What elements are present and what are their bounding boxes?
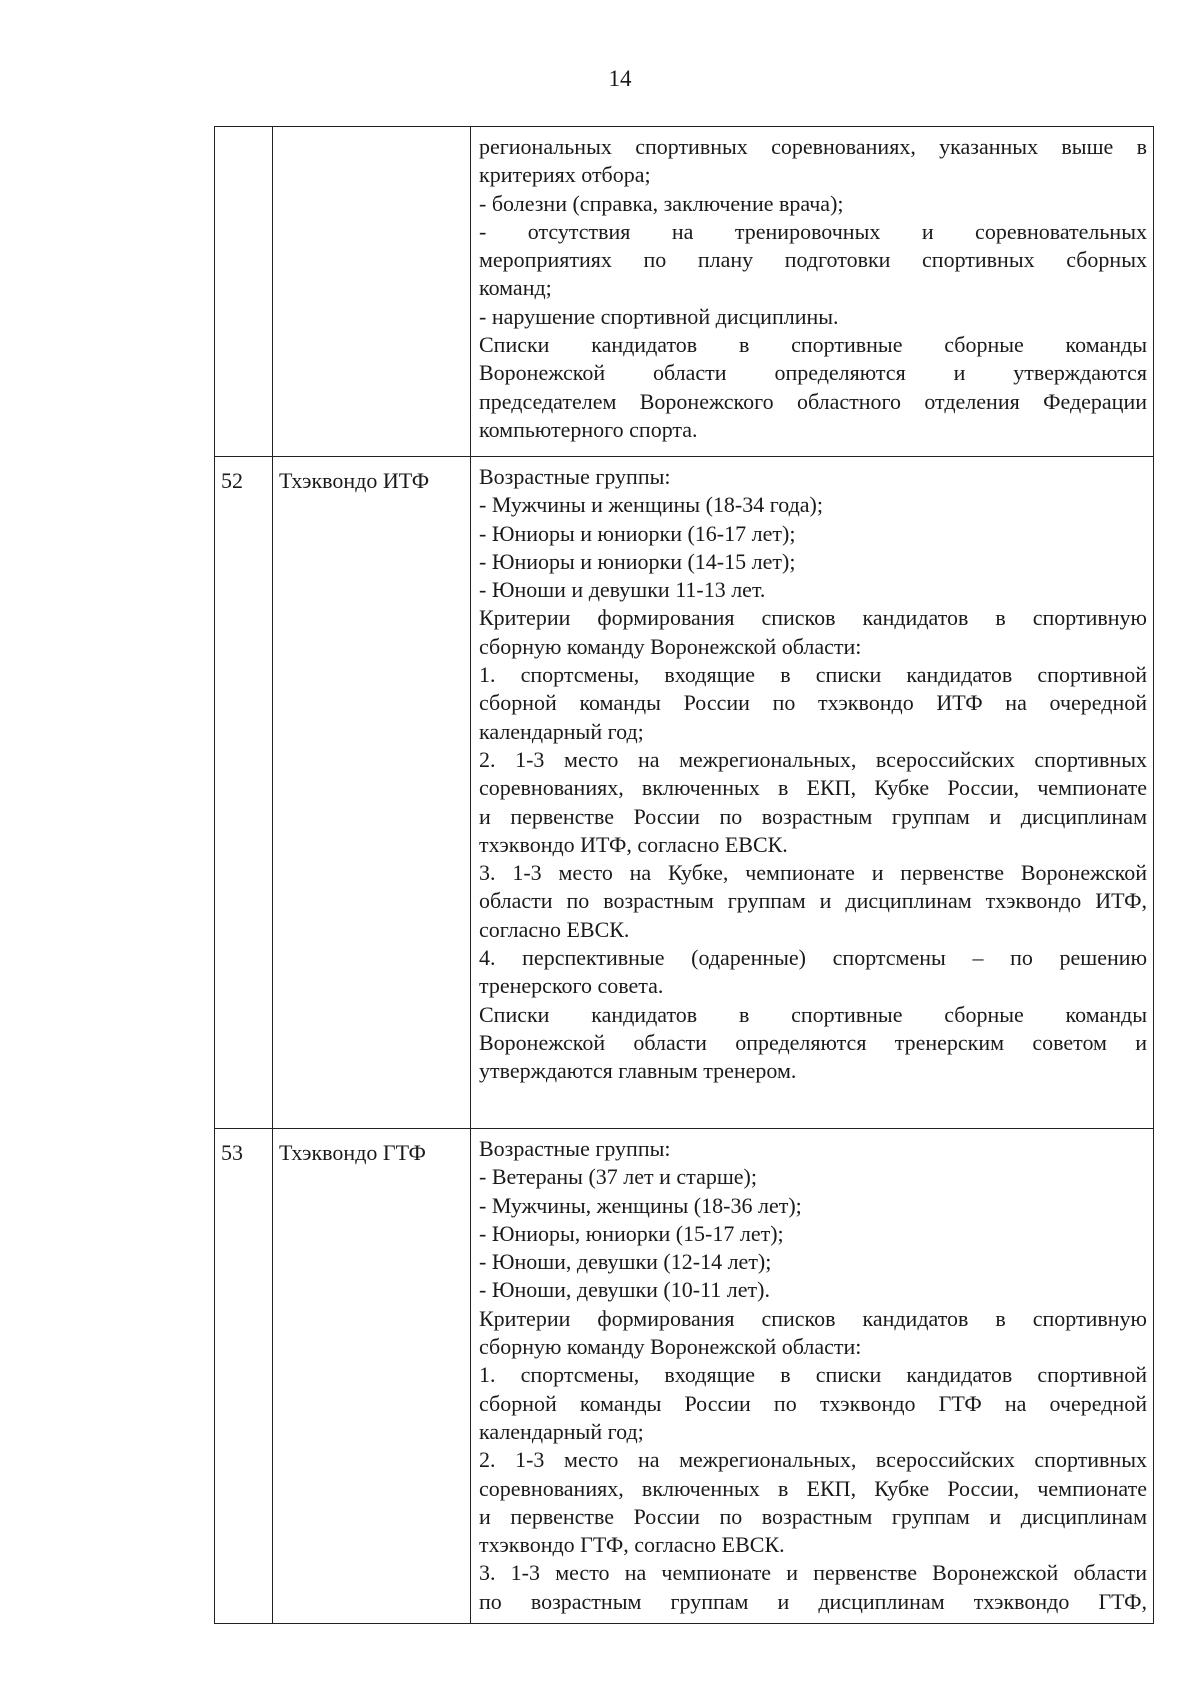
criteria-line: 3. 1-3 место на Кубке, чемпионате и первенстве Воронежской (479, 860, 1147, 886)
criteria-line: 3. 1-3 место на чемпионате и первенстве Воронежской области (479, 1560, 1147, 1586)
criteria-line: соревнованиях, включенных в ЕКП, Кубке России, чемпионате (479, 775, 1147, 801)
row-number (215, 127, 272, 137)
criteria-line: тхэквондо ГТФ, согласно ЕВСК. (479, 1532, 785, 1558)
row-number-cell (215, 127, 273, 457)
criteria-line: - Юниоры, юниорки (15-17 лет); (479, 1220, 784, 1246)
criteria-line: - болезни (справка, заключение врача); (479, 190, 844, 216)
sport-name (273, 127, 470, 137)
criteria-table (214, 126, 1154, 1624)
criteria-line: соревнованиях, включенных в ЕКП, Кубке России, чемпионате (479, 1475, 1147, 1501)
criteria-line: и первенстве России по возрастным группам и дисциплинам (479, 803, 1147, 829)
sport-name-cell (273, 457, 471, 1129)
criteria-line: 2. 1-3 место на межрегиональных, всероссийских спортивных (479, 746, 1147, 772)
row-number: 52 (221, 468, 243, 493)
criteria-line: по возрастным группам и дисциплинам тхэквондо ГТФ, (479, 1588, 1147, 1614)
criteria-line: региональных спортивных соревнованиях, указанных выше в (479, 134, 1147, 159)
table-row (215, 1129, 1154, 1624)
criteria-line: сборную команду Воронежской области: (479, 633, 862, 659)
table-row (215, 457, 1154, 1129)
criteria-line: мероприятиях по плану подготовки спортивных сборных (479, 247, 1147, 273)
row-number-cell (215, 1129, 273, 1624)
criteria-line: председателем Воронежского областного отделения Федерации (479, 388, 1147, 414)
row-number: 53 (221, 1140, 243, 1165)
criteria-line: Списки кандидатов в спортивные сборные команды (479, 1001, 1147, 1027)
criteria-line: календарный год; (479, 718, 644, 744)
criteria-line: 1. спортсмены, входящие в списки кандидатов спортивной (479, 1362, 1147, 1388)
criteria-line: - Ветераны (37 лет и старше); (479, 1164, 757, 1190)
criteria-line: 1. спортсмены, входящие в списки кандидатов спортивной (479, 662, 1147, 688)
criteria-line: - Мужчины, женщины (18-36 лет); (479, 1192, 802, 1218)
criteria-line: - Юноши и девушки 11-13 лет. (479, 577, 766, 603)
criteria-line: Возрастные группы: (479, 1136, 671, 1161)
sport-name: Тхэквондо ГТФ (279, 1140, 426, 1165)
criteria-line: - Юниоры и юниорки (16-17 лет); (479, 520, 796, 546)
criteria-line: - Юноши, девушки (10-11 лет). (479, 1277, 770, 1303)
criteria-line: области по возрастным группам и дисциплинам тхэквондо ИТФ, (479, 888, 1147, 914)
criteria-line: критериях отбора; (479, 162, 651, 188)
criteria-line: Критерии формирования списков кандидатов в спортивную (479, 605, 1147, 631)
criteria-line: сборную команду Воронежской области: (479, 1334, 862, 1360)
criteria-line: команд; (479, 275, 552, 301)
criteria-line: - Мужчины и женщины (18-34 года); (479, 492, 823, 518)
criteria-line: компьютерного спорта. (479, 416, 698, 442)
criteria-line: Критерии формирования списков кандидатов в спортивную (479, 1305, 1147, 1331)
sport-name: Тхэквондо ИТФ (279, 468, 430, 493)
criteria-line: Возрастные группы: (479, 464, 671, 489)
criteria-line: - Юниоры и юниорки (14-15 лет); (479, 548, 796, 574)
criteria-line: и первенстве России по возрастным группам и дисциплинам (479, 1503, 1147, 1529)
criteria-line: - отсутствия на тренировочных и соревновательных (479, 218, 1147, 244)
criteria-line: сборной команды России по тхэквондо ИТФ на очередной (479, 690, 1147, 716)
criteria-line: 2. 1-3 место на межрегиональных, всероссийских спортивных (479, 1447, 1147, 1473)
criteria-line: Воронежской области определяются и утверждаются (479, 360, 1147, 386)
criteria-cell (471, 127, 1154, 457)
criteria-line: тренерского совета. (479, 973, 664, 999)
criteria-line: сборной команды России по тхэквондо ГТФ на очередной (479, 1390, 1147, 1416)
criteria-line: - нарушение спортивной дисциплины. (479, 303, 839, 329)
criteria-line: утверждаются главным тренером. (479, 1058, 797, 1084)
criteria-line: 4. перспективные (одаренные) спортсмены – по решению (479, 945, 1147, 971)
table-row (215, 127, 1154, 457)
criteria-cell (471, 1129, 1154, 1624)
criteria-line: - Юноши, девушки (12-14 лет); (479, 1249, 772, 1275)
criteria-line: согласно ЕВСК. (479, 916, 630, 942)
sport-name-cell (273, 127, 471, 457)
criteria-line: календарный год; (479, 1418, 644, 1444)
criteria-line: тхэквондо ИТФ, согласно ЕВСК. (479, 831, 788, 857)
criteria-cell (471, 457, 1154, 1129)
criteria-line: Воронежской области определяются тренерским советом и (479, 1029, 1147, 1055)
page-number: 14 (608, 66, 632, 91)
sport-name-cell (273, 1129, 471, 1624)
criteria-line: Списки кандидатов в спортивные сборные команды (479, 332, 1147, 358)
row-number-cell (215, 457, 273, 1129)
